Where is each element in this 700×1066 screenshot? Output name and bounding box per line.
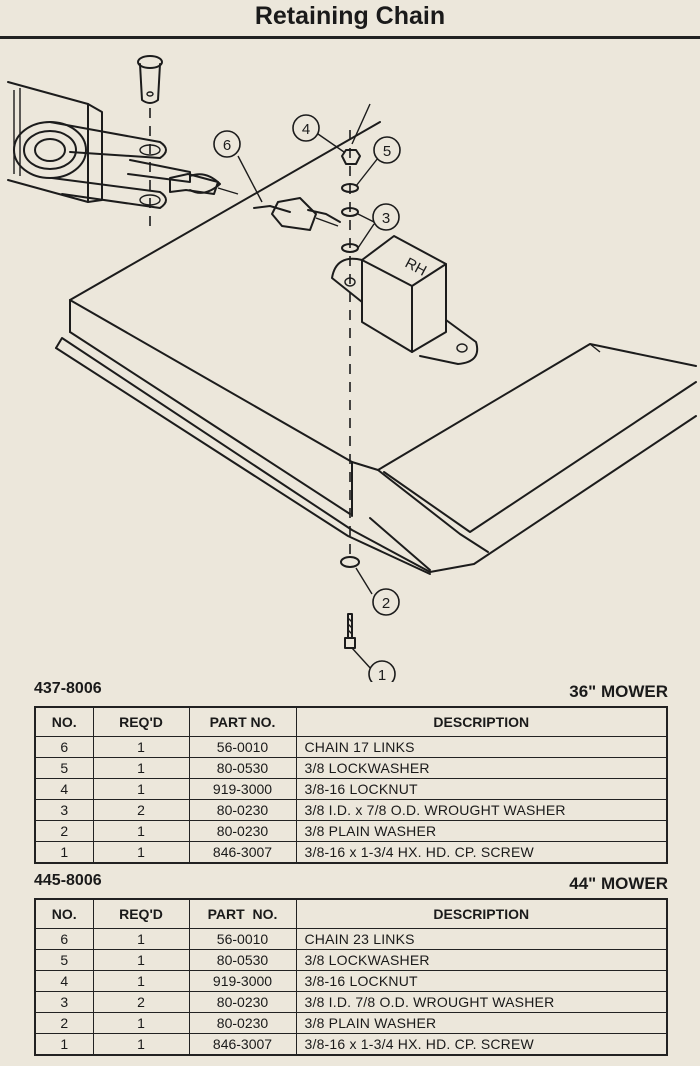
callout-3 [373, 204, 399, 230]
cell-description: 3/8 LOCKWASHER [296, 950, 667, 971]
cell-no: 5 [35, 950, 93, 971]
cell-part-no: 80-0230 [189, 1013, 296, 1034]
kit-header-44 [34, 872, 668, 894]
mower-deck [56, 122, 696, 574]
cell-reqd: 1 [93, 758, 189, 779]
page-title: Retaining Chain [254, 2, 446, 30]
cell-description: 3/8 LOCKWASHER [296, 758, 667, 779]
cell-part-no: 919-3000 [189, 779, 296, 800]
table-row [35, 821, 667, 842]
cell-reqd: 2 [93, 800, 189, 821]
parts-table-44 [34, 898, 668, 1056]
table-row [35, 950, 667, 971]
chain-upper [170, 174, 238, 194]
cell-reqd: 1 [93, 737, 189, 758]
cell-description: CHAIN 17 LINKS [296, 737, 667, 758]
cell-no: 2 [35, 821, 93, 842]
header-part-no: PART NO. [189, 707, 296, 737]
rh-bracket [332, 236, 477, 364]
table-row [35, 800, 667, 821]
cell-no: 6 [35, 737, 93, 758]
cell-part-no: 846-3007 [189, 1034, 296, 1056]
svg-text:2: 2 [381, 595, 391, 612]
cell-no: 3 [35, 800, 93, 821]
cell-no: 1 [35, 842, 93, 864]
cell-description: CHAIN 23 LINKS [296, 929, 667, 950]
table-row [35, 1034, 667, 1056]
cell-reqd: 1 [93, 779, 189, 800]
lower-hardware [341, 557, 359, 648]
cell-part-no: 56-0010 [189, 929, 296, 950]
cell-reqd: 1 [93, 950, 189, 971]
cell-no: 3 [35, 992, 93, 1013]
cell-no: 6 [35, 929, 93, 950]
cell-no: 4 [35, 779, 93, 800]
callout-2 [373, 589, 399, 615]
mower-size: 36" MOWER [569, 682, 668, 701]
table-row [35, 971, 667, 992]
cell-part-no: 56-0010 [189, 737, 296, 758]
cell-description: 3/8-16 LOCKNUT [296, 971, 667, 992]
hitch-bracket [8, 82, 190, 208]
callout-6 [214, 131, 240, 157]
svg-text:3: 3 [381, 210, 391, 227]
header-description: DESCRIPTION [296, 899, 667, 929]
rh-label: RH [402, 254, 430, 280]
cell-reqd: 2 [93, 992, 189, 1013]
svg-text:5: 5 [382, 143, 392, 160]
table-header-row [35, 707, 667, 737]
mower-size: 44" MOWER [569, 874, 668, 893]
cell-reqd: 1 [93, 821, 189, 842]
table-row [35, 992, 667, 1013]
cell-description: 3/8 I.D. x 7/8 O.D. WROUGHT WASHER [296, 800, 667, 821]
callout-5 [374, 137, 400, 163]
cell-part-no: 80-0530 [189, 758, 296, 779]
table-row [35, 737, 667, 758]
cell-reqd: 1 [93, 971, 189, 992]
cell-part-no: 80-0230 [189, 800, 296, 821]
chain-lower [254, 198, 340, 230]
cell-part-no: 80-0230 [189, 992, 296, 1013]
cell-no: 5 [35, 758, 93, 779]
svg-text:4: 4 [301, 121, 311, 138]
cell-description: 3/8-16 x 1-3/4 HX. HD. CP. SCREW [296, 842, 667, 864]
header-reqd: REQ'D [93, 707, 189, 737]
title-rule [0, 36, 700, 39]
header-no: NO. [35, 707, 93, 737]
table-row [35, 842, 667, 864]
cell-description: 3/8 PLAIN WASHER [296, 821, 667, 842]
cell-description: 3/8-16 x 1-3/4 HX. HD. CP. SCREW [296, 1034, 667, 1056]
cell-reqd: 1 [93, 929, 189, 950]
header-no: NO. [35, 899, 93, 929]
table-row [35, 758, 667, 779]
header-reqd: REQ'D [93, 899, 189, 929]
kit-number: 437-8006 [34, 680, 102, 697]
cell-reqd: 1 [93, 1034, 189, 1056]
cell-no: 4 [35, 971, 93, 992]
table-row [35, 929, 667, 950]
kit-number: 445-8006 [34, 872, 102, 889]
hardware-stack [342, 104, 370, 252]
cell-part-no: 919-3000 [189, 971, 296, 992]
cell-part-no: 80-0230 [189, 821, 296, 842]
kit-header-36 [34, 680, 668, 702]
cell-part-no: 846-3007 [189, 842, 296, 864]
cell-reqd: 1 [93, 1013, 189, 1034]
table-header-row [35, 899, 667, 929]
callout-1 [369, 661, 395, 682]
cell-part-no: 80-0530 [189, 950, 296, 971]
cell-description: 3/8-16 LOCKNUT [296, 779, 667, 800]
cell-reqd: 1 [93, 842, 189, 864]
cell-description: 3/8 I.D. 7/8 O.D. WROUGHT WASHER [296, 992, 667, 1013]
callout-4 [293, 115, 319, 141]
header-part-no: PART NO. [189, 899, 296, 929]
svg-text:6: 6 [222, 137, 232, 154]
table-row [35, 1013, 667, 1034]
cell-no: 1 [35, 1034, 93, 1056]
header-description: DESCRIPTION [296, 707, 667, 737]
cell-description: 3/8 PLAIN WASHER [296, 1013, 667, 1034]
table-row [35, 779, 667, 800]
parts-table-36 [34, 706, 668, 864]
cell-no: 2 [35, 1013, 93, 1034]
svg-text:1: 1 [377, 667, 387, 682]
exploded-diagram [0, 42, 700, 682]
